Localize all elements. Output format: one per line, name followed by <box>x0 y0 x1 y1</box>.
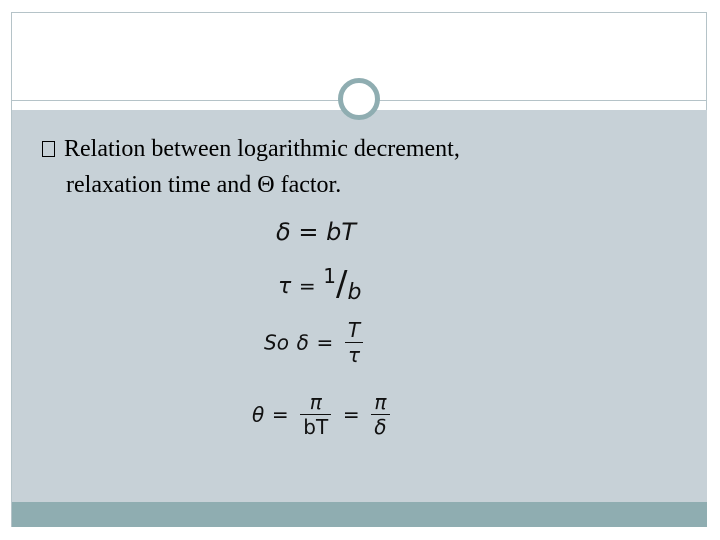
bullet-text <box>42 131 682 203</box>
eq2-lhs: τ <box>278 274 292 299</box>
eq4-fraction-2 <box>371 390 389 439</box>
eq2-numerator: 1 <box>323 264 337 288</box>
bullet-line-1 <box>42 131 682 167</box>
ring-icon <box>338 78 380 120</box>
eq4-equals-1: = <box>271 402 289 427</box>
eq4-denominator-2: δ <box>371 414 389 439</box>
eq4-lhs: θ <box>252 402 265 427</box>
equation-4 <box>252 390 394 439</box>
eq2-fraction: $^1/_b$ <box>323 264 362 305</box>
eq3-prefix: So <box>264 330 289 355</box>
eq3-numerator: T <box>347 318 361 342</box>
eq2-denominator: b <box>347 280 362 305</box>
bullet-line-1-text: Relation between logarithmic decrement, <box>64 136 460 162</box>
eq2-equals: = <box>298 274 316 298</box>
eq4-equals-2: = <box>342 402 360 427</box>
square-bullet-icon <box>42 141 55 157</box>
eq4-fraction-1 <box>300 390 331 439</box>
eq1-rhs: bT <box>326 218 356 246</box>
eq4-numerator-2: π <box>374 390 387 414</box>
footer-band <box>12 502 707 527</box>
eq4-numerator-1: π <box>309 390 322 414</box>
bullet-line-2: relaxation time and Θ factor. <box>66 172 342 198</box>
eq3-equals: = <box>316 330 334 355</box>
eq3-denominator: τ <box>345 342 363 367</box>
eq3-fraction <box>345 318 363 367</box>
eq1-lhs: δ <box>276 218 291 246</box>
equation-1 <box>276 218 356 246</box>
eq1-equals: = <box>298 218 319 246</box>
eq3-lhs: δ <box>296 330 309 355</box>
eq4-denominator-1: bT <box>300 414 331 439</box>
equation-2 <box>278 262 361 305</box>
equation-3 <box>264 318 367 367</box>
